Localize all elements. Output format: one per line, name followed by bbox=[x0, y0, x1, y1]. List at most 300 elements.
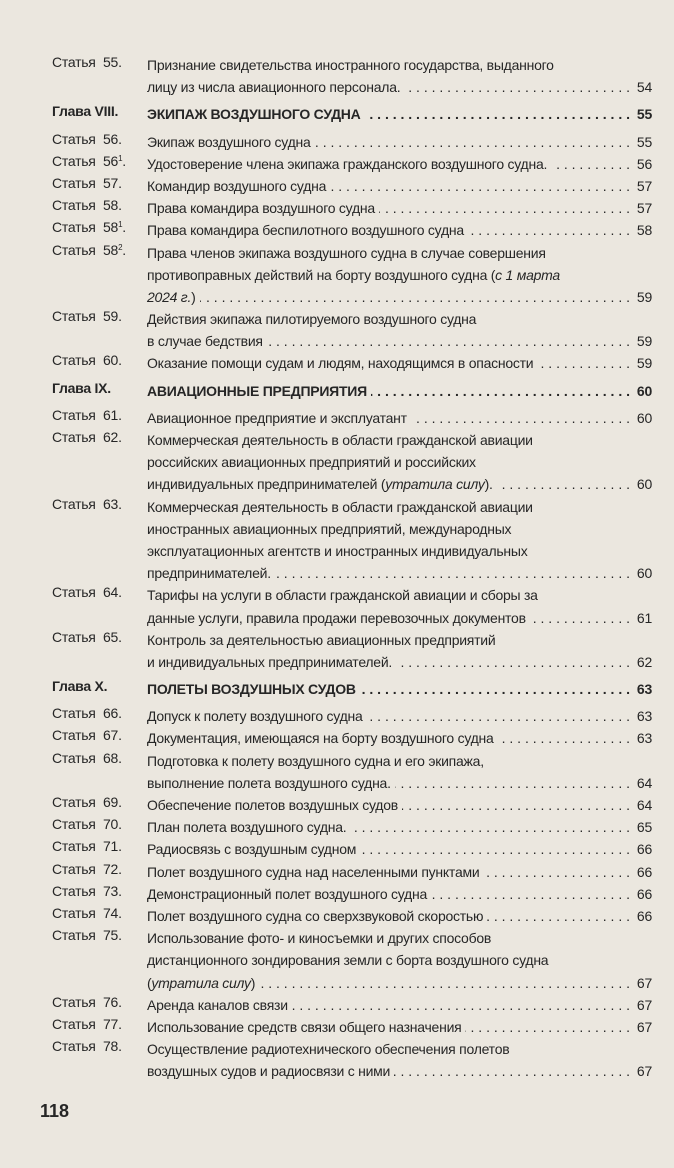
page-ref: 60 bbox=[636, 565, 652, 582]
title-line-text bbox=[147, 994, 288, 1016]
article-entry bbox=[52, 1016, 652, 1038]
article-number: 58 bbox=[103, 219, 119, 236]
dot-leader bbox=[530, 607, 630, 629]
article-number: 63. bbox=[103, 495, 122, 512]
entry-label-word: Глава X. bbox=[52, 678, 108, 695]
entry-label-word: Статья bbox=[52, 429, 96, 445]
table-of-contents bbox=[52, 54, 652, 1082]
dot-leader bbox=[292, 994, 630, 1016]
title-line bbox=[147, 1016, 652, 1038]
entry-label-word: Статья bbox=[52, 352, 96, 369]
title-text: Полет воздушного судна над населенными пунктами bbox=[147, 863, 480, 880]
title-line-text bbox=[147, 629, 495, 651]
title-line bbox=[147, 76, 652, 98]
entry-label-word: Статья bbox=[52, 1015, 96, 1032]
entry-label-word: Статья bbox=[52, 54, 96, 70]
title-line bbox=[147, 352, 652, 374]
page-ref: 62 bbox=[636, 653, 652, 670]
page-ref: 59 bbox=[636, 355, 652, 372]
dot-leader bbox=[537, 352, 630, 374]
article-number: 57. bbox=[103, 174, 122, 191]
entry-title bbox=[147, 794, 652, 816]
page-ref: 67 bbox=[636, 1018, 652, 1035]
article-number: 59. bbox=[103, 308, 122, 325]
title-line-text bbox=[147, 1038, 509, 1060]
dot-leader bbox=[267, 330, 630, 352]
entry-label-word: Статья bbox=[52, 495, 96, 512]
page-ref: 59 bbox=[636, 288, 652, 305]
entry-label bbox=[52, 380, 147, 402]
entry-label-word: Статья bbox=[52, 838, 96, 855]
title-line-text bbox=[147, 242, 546, 264]
entry-title bbox=[147, 883, 652, 905]
entry-title bbox=[147, 905, 652, 927]
article-number: 65. bbox=[103, 628, 122, 645]
title-text: Осуществление радиотехнического обеспечения полетов bbox=[147, 1041, 510, 1058]
title-line bbox=[147, 451, 652, 473]
page-ref: 64 bbox=[636, 797, 652, 813]
dot-leader bbox=[259, 972, 630, 994]
page-ref: 61 bbox=[636, 609, 652, 626]
entry-label-word: Статья bbox=[52, 308, 96, 325]
article-entry bbox=[52, 905, 652, 927]
entry-title bbox=[147, 219, 652, 241]
title-line bbox=[147, 197, 652, 219]
dot-leader bbox=[404, 76, 630, 98]
title-line bbox=[147, 496, 652, 518]
title-text: Авиационное предприятие и эксплуатант bbox=[147, 409, 407, 426]
entry-label-word: Статья bbox=[52, 628, 96, 645]
article-number-period: . bbox=[122, 152, 126, 169]
entry-label bbox=[52, 352, 147, 374]
article-entry bbox=[52, 429, 652, 496]
page-ref: 66 bbox=[636, 863, 652, 880]
title-text-italic: утратила силу bbox=[151, 974, 251, 991]
title-text: в случае бедствия bbox=[147, 333, 263, 350]
entry-label bbox=[52, 175, 147, 197]
entry-label-word: Статья bbox=[52, 927, 96, 944]
page-ref: 60 bbox=[636, 382, 652, 399]
entry-label bbox=[52, 678, 147, 700]
article-entry bbox=[52, 727, 652, 749]
entry-title bbox=[147, 429, 652, 496]
dot-leader bbox=[360, 838, 630, 860]
title-line-text bbox=[147, 1016, 461, 1038]
dot-leader bbox=[379, 197, 630, 219]
entry-label bbox=[52, 429, 147, 496]
entry-title bbox=[147, 131, 652, 153]
article-number: 77. bbox=[103, 1015, 122, 1032]
article-entry bbox=[52, 308, 652, 352]
title-line bbox=[147, 540, 652, 562]
entry-title bbox=[147, 705, 652, 727]
page-ref: 66 bbox=[636, 907, 652, 924]
title-line bbox=[147, 380, 652, 402]
title-line-text bbox=[147, 540, 527, 562]
entry-label bbox=[52, 1038, 147, 1082]
title-line bbox=[147, 607, 652, 629]
entry-title bbox=[147, 175, 652, 197]
title-line bbox=[147, 264, 652, 286]
entry-title bbox=[147, 678, 652, 700]
entry-label bbox=[52, 838, 147, 860]
page-ref: 65 bbox=[636, 819, 652, 836]
title-line-text bbox=[147, 76, 400, 98]
title-line bbox=[147, 972, 652, 994]
page-ref: 63 bbox=[636, 730, 652, 747]
entry-label-word: Статья bbox=[52, 882, 96, 899]
entry-label bbox=[52, 905, 147, 927]
chapter-entry bbox=[52, 103, 652, 125]
article-number: 62. bbox=[103, 429, 122, 445]
page-ref: 57 bbox=[636, 177, 652, 194]
article-number-period: . bbox=[122, 241, 126, 258]
entry-title bbox=[147, 994, 652, 1016]
title-text: АВИАЦИОННЫЕ ПРЕДПРИЯТИЯ bbox=[147, 382, 367, 399]
page-ref: 60 bbox=[636, 476, 652, 493]
title-line-text bbox=[147, 103, 361, 125]
article-number-superscript: 1 bbox=[118, 153, 123, 163]
title-line bbox=[147, 678, 652, 700]
entry-title bbox=[147, 153, 652, 175]
entry-title bbox=[147, 380, 652, 402]
entry-label bbox=[52, 883, 147, 905]
entry-title bbox=[147, 750, 652, 794]
entry-title bbox=[147, 1016, 652, 1038]
entry-label-word: Статья bbox=[52, 904, 96, 921]
entry-label bbox=[52, 927, 147, 994]
page-ref: 54 bbox=[636, 79, 652, 96]
title-text: Полет воздушного судна со сверхзвуковой скоростью bbox=[147, 907, 484, 924]
title-text: российских авиационных предприятий и российских bbox=[147, 454, 476, 471]
title-line bbox=[147, 794, 652, 816]
entry-label-word: Статья bbox=[52, 219, 96, 236]
entry-label-word: Статья bbox=[52, 584, 96, 601]
article-number: 64. bbox=[103, 584, 122, 601]
article-entry bbox=[52, 219, 652, 241]
entry-title bbox=[147, 629, 652, 673]
article-entry bbox=[52, 407, 652, 429]
page-ref: 67 bbox=[636, 974, 652, 991]
article-entry bbox=[52, 1038, 652, 1082]
title-line bbox=[147, 219, 652, 241]
title-line bbox=[147, 1060, 652, 1082]
title-line bbox=[147, 927, 652, 949]
page-ref: 67 bbox=[636, 996, 652, 1013]
entry-title bbox=[147, 584, 652, 628]
entry-label-word: Статья bbox=[52, 174, 96, 191]
entry-label bbox=[52, 308, 147, 352]
title-text: Действия экипажа пилотируемого воздушного судна bbox=[147, 311, 477, 328]
title-line-text bbox=[147, 705, 363, 727]
entry-label-word: Статья bbox=[52, 197, 96, 214]
entry-label-word: Статья bbox=[52, 860, 96, 877]
title-text: ( bbox=[147, 974, 152, 991]
article-entry bbox=[52, 750, 652, 794]
title-line-text bbox=[147, 518, 511, 540]
title-text: Права членов экипажа воздушного судна в случае совершения bbox=[147, 244, 546, 261]
title-text-italic: утратила силу bbox=[385, 476, 485, 493]
page-ref: 66 bbox=[636, 841, 652, 858]
entry-label bbox=[52, 705, 147, 727]
title-text: ). bbox=[484, 476, 493, 493]
entry-title bbox=[147, 496, 652, 585]
article-entry bbox=[52, 197, 652, 219]
title-text: противоправных действий на борту воздушного судна ( bbox=[147, 266, 496, 283]
entry-label bbox=[52, 629, 147, 673]
entry-label bbox=[52, 584, 147, 628]
title-line bbox=[147, 651, 652, 673]
dot-leader bbox=[483, 861, 630, 883]
title-line bbox=[147, 629, 652, 651]
entry-title bbox=[147, 816, 652, 838]
title-text: дистанционного зондирования земли с борта воздушного судна bbox=[147, 952, 549, 969]
dot-leader bbox=[396, 651, 630, 673]
page-ref: 58 bbox=[636, 222, 652, 239]
title-line-text bbox=[147, 883, 427, 905]
title-line bbox=[147, 727, 652, 749]
title-line-text bbox=[147, 905, 483, 927]
title-line-text bbox=[147, 949, 548, 971]
entry-label bbox=[52, 131, 147, 153]
title-line bbox=[147, 949, 652, 971]
article-entry bbox=[52, 496, 652, 585]
entry-label-word: Статья bbox=[52, 816, 96, 833]
title-text: данные услуги, правила продажи перевозочных документов bbox=[147, 609, 526, 626]
title-line-text bbox=[147, 816, 346, 838]
title-text: Оказание помощи судам и людям, находящимся в опасности bbox=[147, 355, 534, 372]
title-line-text bbox=[147, 451, 476, 473]
title-line bbox=[147, 1038, 652, 1060]
title-text: Права командира беспилотного воздушного судна bbox=[147, 222, 464, 239]
title-line-text bbox=[147, 496, 533, 518]
title-line bbox=[147, 473, 652, 495]
title-text: ЭКИПАЖ ВОЗДУШНОГО СУДНА bbox=[147, 106, 361, 123]
title-line-text bbox=[147, 727, 494, 749]
dot-leader bbox=[468, 219, 630, 241]
dot-leader bbox=[465, 1016, 630, 1038]
chapter-entry bbox=[52, 678, 652, 700]
title-line-text bbox=[147, 330, 263, 352]
article-entry bbox=[52, 861, 652, 883]
article-entry bbox=[52, 883, 652, 905]
title-line-text bbox=[147, 54, 554, 76]
title-text: ) bbox=[191, 288, 196, 305]
article-number: 66. bbox=[103, 705, 122, 722]
dot-leader bbox=[498, 727, 630, 749]
title-text-italic: с 1 марта bbox=[495, 266, 560, 283]
title-text: План полета воздушного судна. bbox=[147, 819, 347, 836]
entry-label bbox=[52, 103, 147, 125]
title-line-text bbox=[147, 607, 526, 629]
title-line-text bbox=[147, 175, 326, 197]
page-ref: 63 bbox=[636, 681, 652, 698]
title-text: эксплуатационных агентств и иностранных индивидуальных bbox=[147, 542, 528, 559]
title-text: Аренда каналов связи bbox=[147, 996, 288, 1013]
dot-leader bbox=[315, 131, 630, 153]
title-line-text bbox=[147, 794, 398, 816]
title-line bbox=[147, 883, 652, 905]
entry-label bbox=[52, 750, 147, 794]
title-text: Экипаж воздушного судна bbox=[147, 133, 311, 150]
article-number: 56. bbox=[103, 130, 122, 147]
title-text: иностранных авиационных предприятий, международных bbox=[147, 520, 512, 537]
title-line-text bbox=[147, 861, 479, 883]
entry-label-word: Статья bbox=[52, 993, 96, 1010]
entry-label bbox=[52, 861, 147, 883]
entry-label-word: Статья bbox=[52, 130, 96, 147]
title-text: Коммерческая деятельность в области гражданской авиации bbox=[147, 432, 533, 448]
article-number: 61. bbox=[103, 406, 122, 423]
chapter-entry bbox=[52, 380, 652, 402]
title-line-text bbox=[147, 308, 476, 330]
article-entry bbox=[52, 629, 652, 673]
title-line bbox=[147, 750, 652, 772]
dot-leader bbox=[360, 678, 630, 700]
article-entry bbox=[52, 175, 652, 197]
title-text: Обеспечение полетов воздушных судов bbox=[147, 797, 398, 813]
title-line bbox=[147, 175, 652, 197]
entry-label bbox=[52, 727, 147, 749]
title-line-text bbox=[147, 1060, 390, 1082]
entry-label bbox=[52, 994, 147, 1016]
article-number: 56 bbox=[103, 152, 119, 169]
title-line-text bbox=[147, 972, 255, 994]
title-line bbox=[147, 153, 652, 175]
entry-title bbox=[147, 352, 652, 374]
article-number: 78. bbox=[103, 1038, 122, 1055]
entry-title bbox=[147, 407, 652, 429]
dot-leader bbox=[371, 380, 630, 402]
title-text: Подготовка к полету воздушного судна и его экипажа, bbox=[147, 752, 484, 769]
title-line-text bbox=[147, 927, 491, 949]
title-line bbox=[147, 308, 652, 330]
page-ref: 67 bbox=[636, 1063, 652, 1080]
article-number: 58. bbox=[103, 197, 122, 214]
article-number: 74. bbox=[103, 904, 122, 921]
article-number: 76. bbox=[103, 993, 122, 1010]
entry-title bbox=[147, 927, 652, 994]
title-line bbox=[147, 242, 652, 264]
entry-label bbox=[52, 496, 147, 585]
article-number: 60. bbox=[103, 352, 122, 369]
page-ref: 55 bbox=[636, 106, 652, 123]
title-line-text bbox=[147, 473, 493, 495]
article-entry bbox=[52, 131, 652, 153]
entry-label-word: Статья bbox=[52, 794, 96, 810]
dot-leader bbox=[367, 705, 630, 727]
title-line-text bbox=[147, 131, 311, 153]
title-text: Удостоверение члена экипажа гражданского воздушного судна. bbox=[147, 155, 548, 172]
entry-label-word: Статья bbox=[52, 1038, 96, 1055]
dot-leader bbox=[551, 153, 630, 175]
title-text: предпринимателей. bbox=[147, 565, 271, 582]
page-ref: 55 bbox=[636, 133, 652, 150]
article-number: 67. bbox=[103, 727, 122, 744]
title-line bbox=[147, 861, 652, 883]
entry-label bbox=[52, 816, 147, 838]
entry-label-word: Глава VIII. bbox=[52, 103, 119, 120]
title-text: Использование средств связи общего назначения bbox=[147, 1018, 462, 1035]
entry-title bbox=[147, 103, 652, 125]
article-number: 71. bbox=[103, 838, 122, 855]
article-number: 55. bbox=[103, 54, 122, 70]
article-number: 70. bbox=[103, 816, 122, 833]
entry-label-word: Статья bbox=[52, 241, 96, 258]
title-text-italic: 2024 г. bbox=[147, 288, 192, 305]
article-entry bbox=[52, 153, 652, 175]
dot-leader bbox=[431, 883, 630, 905]
title-line bbox=[147, 429, 652, 451]
title-line-text bbox=[147, 562, 271, 584]
page-ref: 60 bbox=[636, 409, 652, 426]
entry-label bbox=[52, 219, 147, 241]
entry-title bbox=[147, 1038, 652, 1082]
title-text: Коммерческая деятельность в области гражданской авиации bbox=[147, 498, 533, 515]
title-line bbox=[147, 131, 652, 153]
title-text: Признание свидетельства иностранного государства, выданного bbox=[147, 57, 554, 73]
dot-leader bbox=[350, 816, 630, 838]
entry-label bbox=[52, 242, 147, 309]
title-line-text bbox=[147, 651, 392, 673]
page-ref: 56 bbox=[636, 155, 652, 172]
title-text: ПОЛЕТЫ ВОЗДУШНЫХ СУДОВ bbox=[147, 681, 356, 698]
article-number-superscript: 2 bbox=[118, 242, 123, 252]
dot-leader bbox=[200, 286, 631, 308]
entry-label-word: Статья bbox=[52, 727, 96, 744]
title-line bbox=[147, 584, 652, 606]
article-entry bbox=[52, 352, 652, 374]
title-line bbox=[147, 838, 652, 860]
title-line-text bbox=[147, 772, 391, 794]
title-line-text bbox=[147, 380, 367, 402]
article-number-superscript: 1 bbox=[118, 220, 123, 230]
article-number: 75. bbox=[103, 927, 122, 944]
title-line bbox=[147, 994, 652, 1016]
article-entry bbox=[52, 242, 652, 309]
article-number: 58 bbox=[103, 241, 119, 258]
title-line-text bbox=[147, 750, 484, 772]
title-line bbox=[147, 905, 652, 927]
dot-leader bbox=[411, 407, 630, 429]
title-line-text bbox=[147, 153, 547, 175]
title-line-text bbox=[147, 838, 356, 860]
entry-title bbox=[147, 861, 652, 883]
title-text: выполнение полета воздушного судна. bbox=[147, 774, 391, 791]
article-entry bbox=[52, 794, 652, 816]
entry-title bbox=[147, 242, 652, 309]
article-entry bbox=[52, 994, 652, 1016]
dot-leader bbox=[330, 175, 630, 197]
page-ref: 59 bbox=[636, 333, 652, 350]
article-number-period: . bbox=[122, 219, 126, 236]
title-line bbox=[147, 705, 652, 727]
title-line bbox=[147, 407, 652, 429]
article-number: 69. bbox=[103, 794, 122, 810]
title-line bbox=[147, 54, 652, 76]
title-text: Документация, имеющаяся на борту воздушного судна bbox=[147, 730, 494, 747]
entry-label bbox=[52, 794, 147, 816]
title-line bbox=[147, 330, 652, 352]
entry-label bbox=[52, 153, 147, 175]
title-line bbox=[147, 518, 652, 540]
entry-label-word: Статья bbox=[52, 152, 96, 169]
article-entry bbox=[52, 705, 652, 727]
title-text: Командир воздушного судна bbox=[147, 177, 327, 194]
title-line-text bbox=[147, 678, 356, 700]
title-line-text bbox=[147, 584, 538, 606]
dot-leader bbox=[497, 473, 630, 495]
